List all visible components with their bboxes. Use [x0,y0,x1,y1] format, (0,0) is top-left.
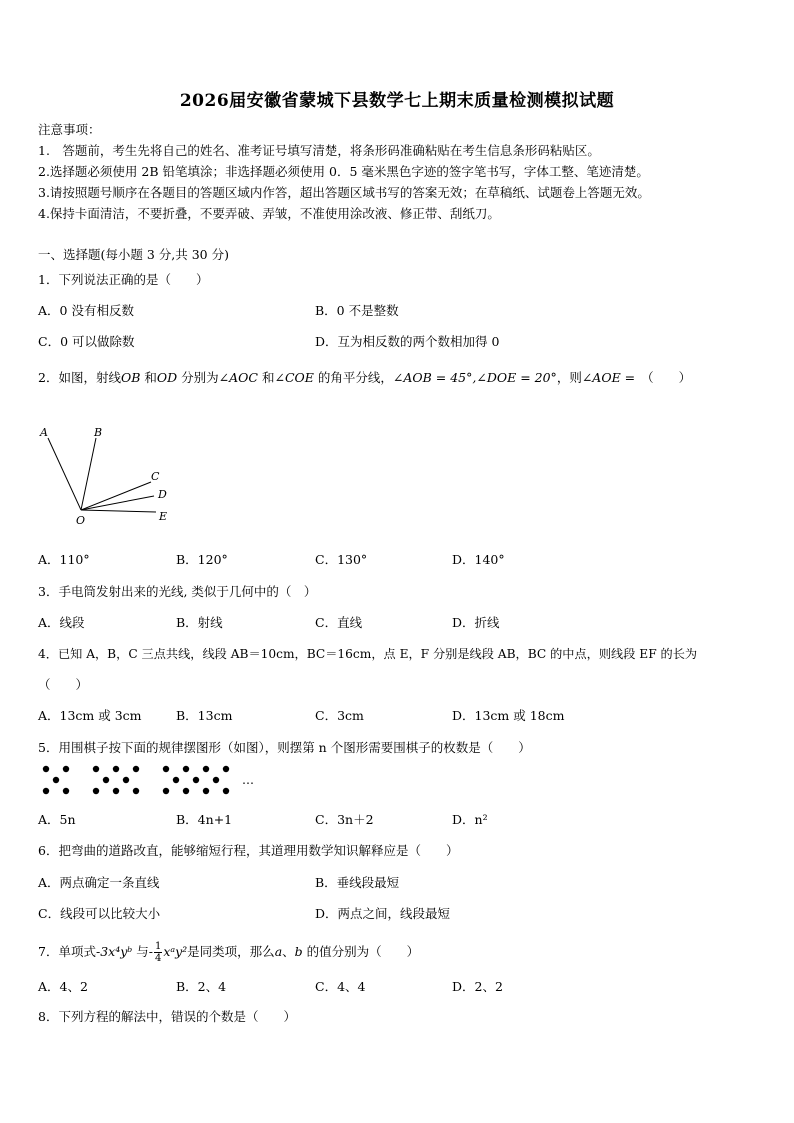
notice-item: 3.请按照题号顺序在各题目的答题区域内作答，超出答题区域书写的答案无效；在草稿纸、试题卷上答题无效。 [38,185,650,200]
q2-angle-coe: ∠COE [274,370,314,385]
question-6-stem: 6．把弯曲的道路改直，能够缩短行程，其道理用数学知识解释应是（ ） [38,843,459,858]
q4-option-c: C．3cm [315,708,364,723]
q5-ellipsis: … [242,773,254,787]
q5-option-a: A．5n [38,812,76,827]
figure-label-b: B [94,426,103,439]
q7-text: 、 [282,944,295,959]
question-3-stem: 3．手电筒发射出来的光线, 类似于几何中的（ ） [38,584,317,599]
q7-text: 与- [132,944,153,959]
figure-label-o: O [76,514,86,527]
q2-option-d: D．140° [452,552,505,567]
q7-fraction-den: 4 [154,953,162,964]
q2-text: 2．如图，射线 [38,370,121,385]
q1-option-a: A．0 没有相反数 [38,303,134,318]
q7-monomial-1: 3x⁴yᵇ [100,944,133,959]
question-8-stem: 8．下列方程的解法中，错误的个数是（ ） [38,1009,296,1024]
notice-item: 1. 答题前，考生先将自己的姓名、准考证号填写清楚，将条形码准确粘贴在考生信息条形码粘贴区。 [38,143,600,158]
q7-option-a: A．4、2 [38,979,88,994]
q1-option-c: C．0 可以做除数 [38,334,135,349]
q7-text: 是同类项，那么 [187,944,275,959]
q7-monomial-2: xᵃy² [163,944,188,959]
question-2-stem [38,370,691,386]
q2-text: 的角平分线， [313,370,393,385]
q3-option-b: B．射线 [176,615,223,630]
q2-option-c: C．130° [315,552,368,567]
q2-text: 和 [257,370,275,385]
q7-fraction-num: 1 [154,941,162,952]
figure-label-d: D [158,488,167,501]
q4-option-d: D．13cm 或 18cm [452,708,565,723]
figure-label-e: E [159,510,168,523]
notice-item: 2.选择题必须使用 2B 铅笔填涂；非选择题必须使用 0．5 毫米黑色字迹的签字笔书写，字体工整、笔迹清楚。 [38,164,649,179]
question-4-stem: 4．已知 A，B，C 三点共线，线段 AB＝10cm，BC＝16cm，点 E，F 分别是线段 AB，BC 的中点，则线段 EF 的长为 [38,647,698,661]
q6-option-a: A．两点确定一条直线 [38,875,160,890]
section-heading: 一、选择题(每小题 3 分,共 30 分) [38,247,229,262]
q4-option-b: B．13cm [176,708,233,723]
figure-label-a: A [40,426,48,439]
q3-option-d: D．折线 [452,615,500,630]
page-title: 2026届安徽省蒙城下县数学七上期末质量检测模拟试题 [179,91,615,111]
q7-fraction [154,941,162,964]
q3-option-a: A．线段 [38,615,85,630]
notice-heading: 注意事项： [38,122,101,137]
q2-ray-od: OD [156,370,178,385]
q4-option-a: A．13cm 或 3cm [38,708,142,723]
q2-text: ，则 [556,370,582,385]
q5-option-c: C．3n＋2 [315,812,374,827]
question-1-stem: 1．下列说法正确的是（ ） [38,272,209,287]
q7-option-c: C．4、4 [315,979,366,994]
q5-stone-pattern [36,762,266,800]
q6-option-c: C．线段可以比较大小 [38,906,161,921]
q2-angle-aoc: ∠AOC [218,370,258,385]
q2-ray-ob: OB [120,370,141,385]
q7-option-b: B．2、4 [176,979,227,994]
q7-option-d: D．2、2 [452,979,503,994]
q7-text: 7．单项式- [38,944,101,959]
q6-option-d: D．两点之间，线段最短 [315,906,451,921]
q2-text: （ ） [641,370,692,385]
q3-option-c: C．直线 [315,615,363,630]
question-5-stem: 5．用围棋子按下面的规律摆图形（如图），则摆第 n 个图形需要围棋子的枚数是（ ） [38,740,531,755]
q1-option-d: D．互为相反数的两个数相加得 0 [315,334,500,349]
q2-text: 和 [140,370,157,385]
q5-option-b: B．4n+1 [176,812,233,827]
question-4-stem-cont: （ ） [38,677,89,692]
q2-angle-aoe: ∠AOE = [581,370,636,385]
q2-angle-figure [36,420,176,530]
q5-option-d: D．n² [452,812,488,827]
q2-option-b: B．120° [176,552,228,567]
q7-var-b: b [294,944,303,959]
q2-condition: ∠AOB = 45°,∠DOE = 20° [392,370,557,385]
figure-label-c: C [151,470,160,483]
q6-option-b: B．垂线段最短 [315,875,400,890]
notice-item: 4.保持卡面清洁，不要折叠，不要弄破、弄皱，不准使用涂改液、修正带、刮纸刀。 [38,206,500,221]
q2-option-a: A．110° [38,552,90,567]
q2-text: 分别为 [177,370,219,385]
q1-option-b: B．0 不是整数 [315,303,399,318]
q7-text: 的值分别为（ ） [302,944,420,959]
q7-var-a: a [274,944,283,959]
question-7-stem [38,941,419,964]
